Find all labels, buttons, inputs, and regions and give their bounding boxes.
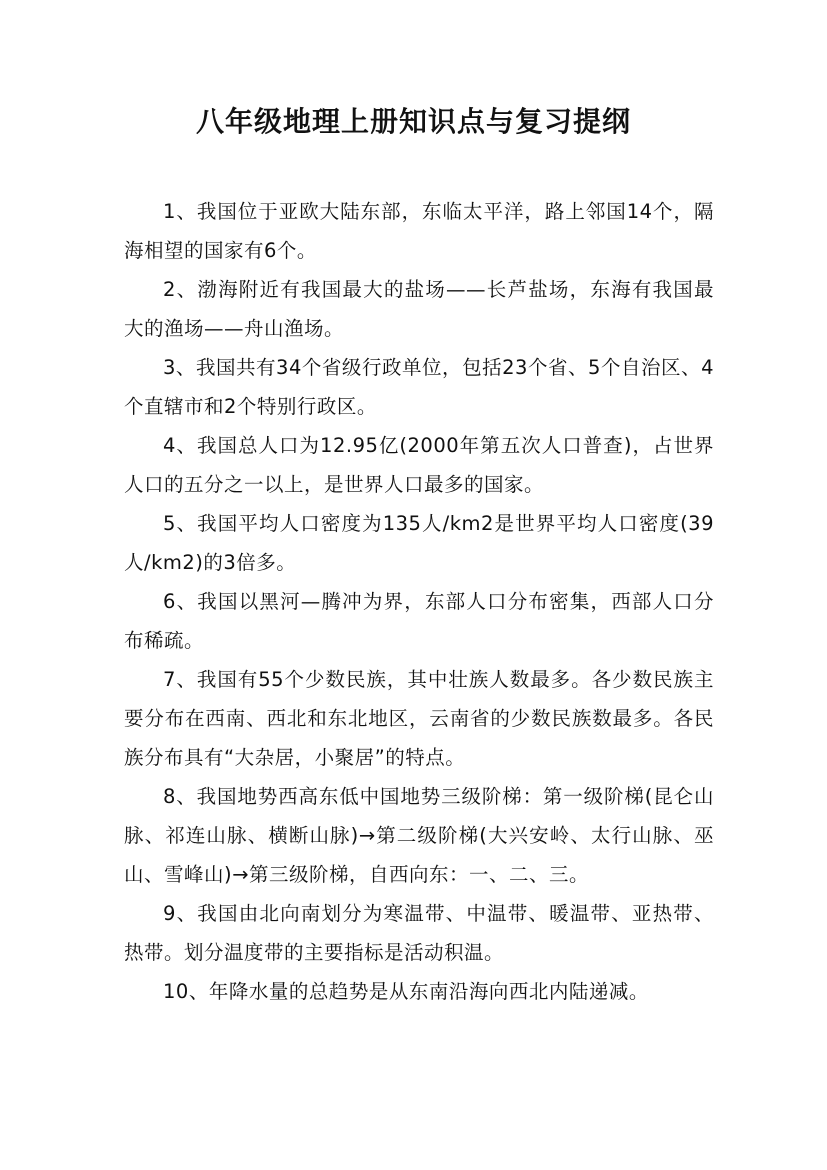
paragraph-2: 2、渤海附近有我国最大的盐场——长芦盐场，东海有我国最大的渔场——舟山渔场。 bbox=[124, 278, 714, 340]
paragraph-10: 10、年降水量的总趋势是从东南沿海向西北内陆递减。 bbox=[163, 980, 649, 1003]
paragraph-1: 1、我国位于亚欧大陆东部，东临太平洋，路上邻国14个，隔海相望的国家有6个。 bbox=[124, 200, 714, 262]
paragraph-4: 4、我国总人口为12.95亿(2000年第五次人口普查)，占世界人口的五分之一以上，是世界人口最多的国家。 bbox=[124, 434, 714, 496]
paragraph-3: 3、我国共有34个省级行政单位，包括23个省、5个自治区、4个直辖市和2个特别行政区。 bbox=[124, 356, 714, 418]
paragraph-9: 9、我国由北向南划分为寒温带、中温带、暖温带、亚热带、热带。划分温度带的主要指标是活动积温。 bbox=[124, 902, 714, 964]
paragraph-5: 5、我国平均人口密度为135人/km2是世界平均人口密度(39人/km2)的3倍多。 bbox=[124, 512, 714, 574]
document-title: 八年级地理上册知识点与复习提纲 bbox=[195, 105, 631, 138]
paragraph-6: 6、我国以黑河—腾冲为界，东部人口分布密集，西部人口分布稀疏。 bbox=[124, 590, 714, 652]
paragraph-8: 8、我国地势西高东低中国地势三级阶梯：第一级阶梯(昆仑山脉、祁连山脉、横断山脉)→第二级阶梯(大兴安岭、太行山脉、巫山、雪峰山)→第三级阶梯，自西向东：一、二、三。 bbox=[124, 785, 714, 886]
paragraph-7: 7、我国有55个少数民族，其中壮族人数最多。各少数民族主要分布在西南、西北和东北地区，云南省的少数民族数最多。各民族分布具有“大杂居，小聚居”的特点。 bbox=[124, 668, 714, 769]
document-body bbox=[124, 192, 714, 1011]
